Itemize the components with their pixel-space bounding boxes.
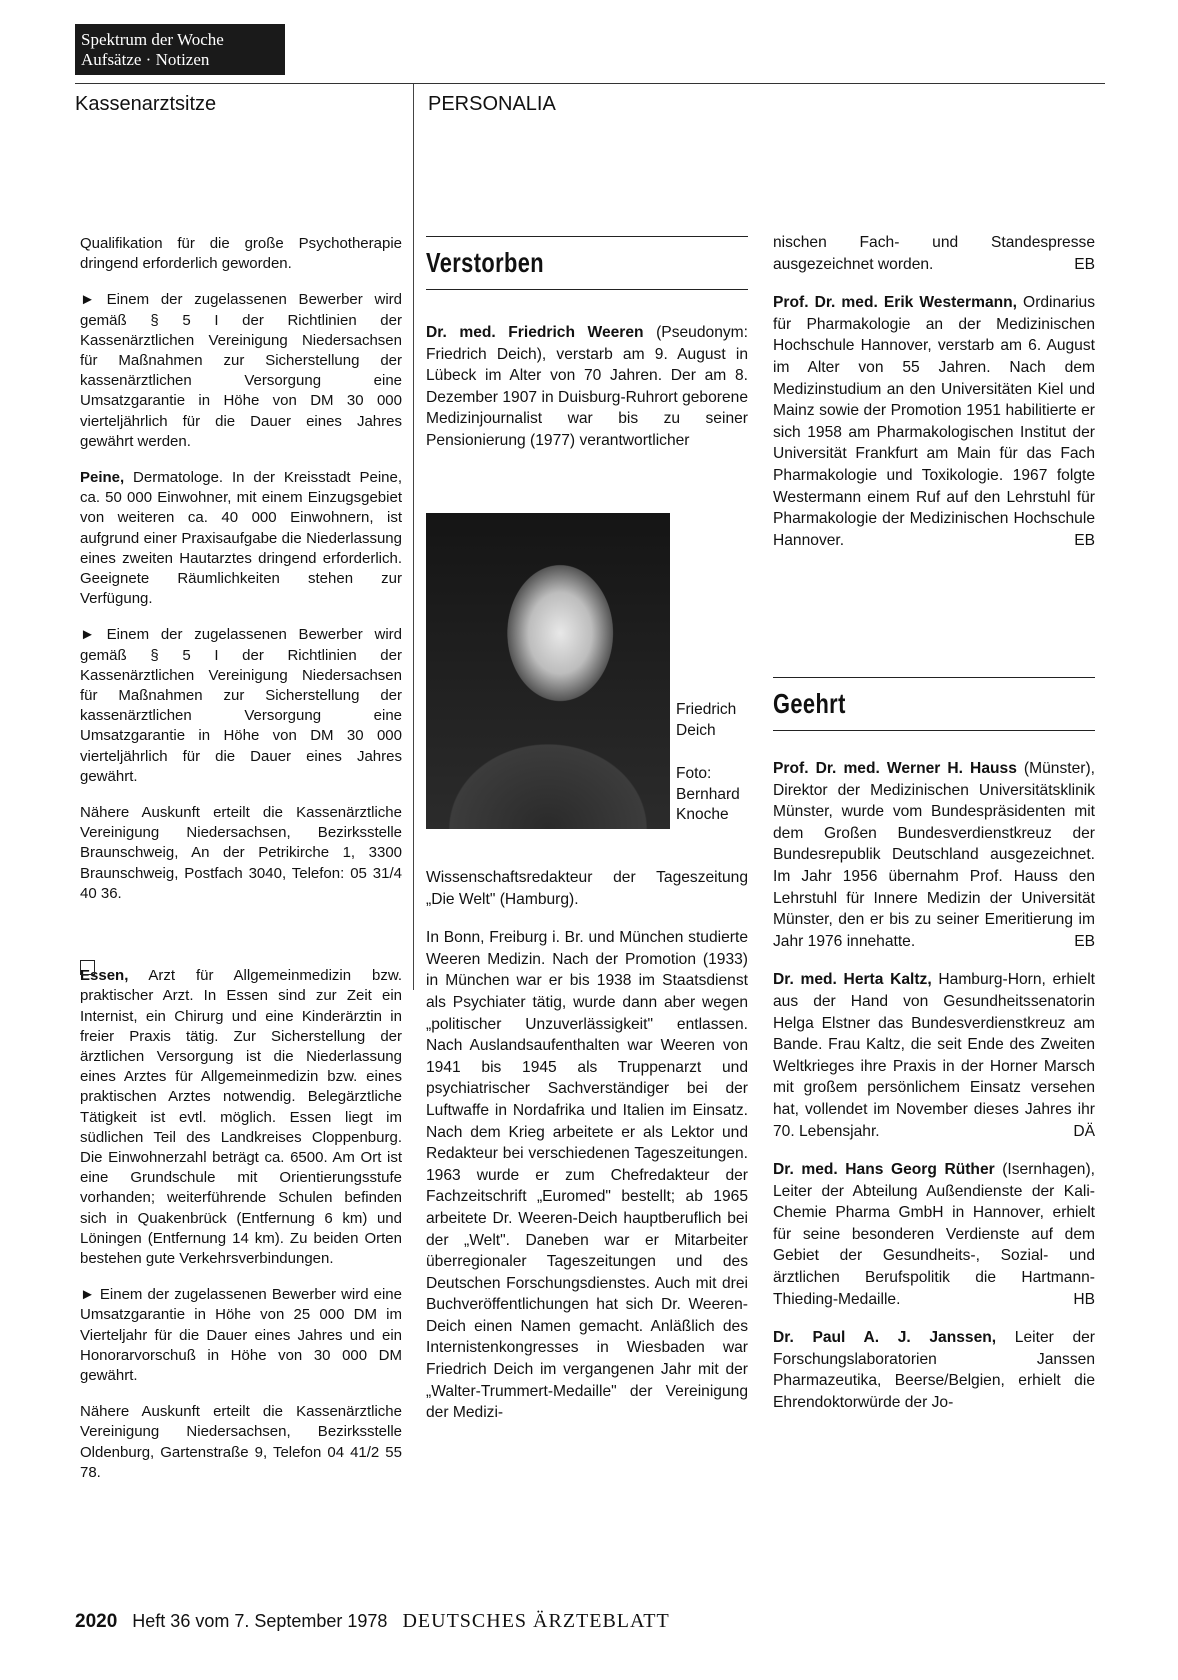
paragraph: Qualifikation für die große Psychotherapie dringend erforderlich geworden. (80, 235, 402, 273)
paragraph (80, 468, 402, 609)
lead-text: Dr. med. Herta Kaltz, (773, 971, 932, 989)
top-rule (75, 83, 1105, 84)
page-footer (75, 1610, 670, 1633)
signature: EB (1074, 932, 1095, 950)
photo-caption-name: Friedrich Deich (676, 701, 737, 739)
body-text: Ordinarius für Pharmakologie an der Medizinischen Hochschule Hannover, verstarb am 6. August im Alter von 55 Jahren. Nach dem Medizinstudium an den Universitäten Kiel und Mainz sowie der Promotion 1951 habilitierte er sich 1958 am Pharmakologischen Institut der Universität Frankfurt am Main für das Fach Pharmakologie und Toxikologie. 1967 folgte Westermann einem Ruf auf den Lehrstuhl für Pharmakologie der Medizinischen Hochschule Hannover. (773, 294, 1095, 549)
paragraph (773, 969, 1095, 1142)
lead-text: Peine, (80, 469, 125, 487)
body-text: (Pseudonym: Friedrich Deich), verstarb am 9. August in Lübeck im Alter von 70 Jahren. Der am 8. Dezember 1907 in Duisburg-Ruhrort geborene Medizinjournalist war bis zu seiner Pensionierung (1977) verantwortlicher (426, 324, 748, 449)
paragraph (773, 232, 1095, 275)
body-text: nischen Fach- und Standespresse ausgezeichnet worden. (773, 234, 1095, 273)
badge-line-1: Spektrum der Woche (81, 30, 224, 49)
signature: DÄ (1073, 1122, 1095, 1140)
signature: HB (1073, 1290, 1095, 1308)
paragraph (773, 1159, 1095, 1310)
left-section-title: Kassenarztsitze (75, 93, 217, 115)
separator-square (80, 960, 95, 975)
column-1 (80, 234, 402, 1499)
badge-line-2: Aufsätze · Notizen (81, 50, 210, 69)
photo-caption-credit: Foto: Bernhard Knoche (676, 765, 740, 823)
signature: EB (1074, 531, 1095, 549)
paragraph: ► Einem der zugelassenen Bewerber wird gemäß § 5 I der Richtlinien der Kassenärztlichen Vereinigung Niedersachsen für Maßnahmen zur Sicherstellung der kassenärztlichen Versorgung eine Umsatzgarantie in Höhe von DM 30 000 vierteljährlich für die Dauer eines Jahres gewährt. (80, 626, 402, 785)
paragraph: Wissenschaftsredakteur der Tageszeitung „Die Welt" (Hamburg). (426, 869, 748, 908)
heading-rule (426, 236, 748, 237)
lead-text: Dr. Paul A. J. Janssen, (773, 1329, 997, 1347)
body-text: (Münster), Direktor der Medizinischen Universitätsklinik Münster, wurde vom Bundespräsidenten mit dem Großen Bundesverdienstkreuz der Bundesrepublik Deutschland ausgezeichnet. Im Jahr 1956 übernahm Prof. Hauss den Lehrstuhl für Innere Medizin der Universität Münster, den er bis zu seiner Emeritierung im Jahr 1976 innehatte. (773, 760, 1095, 950)
column-3-bottom (773, 758, 1095, 1431)
paragraph (773, 758, 1095, 952)
heading-verstorben: Verstorben (426, 247, 544, 278)
column-divider (413, 84, 414, 990)
lead-text: Dr. med. Friedrich Weeren (426, 324, 644, 341)
body-text: Leiter der Forschungslaboratorien Janssen Pharmazeutika, Beerse/Belgien, erhielt die Ehrendoktorwürde der Jo- (773, 1329, 1096, 1412)
body-text: Hamburg-Horn, erhielt aus der Hand von Gesundheitssenatorin Helga Elstner das Bundesverdienstkreuz am Bande. Frau Kaltz, die seit Ende des Zweiten Weltkrieges ihre Praxis in der Horner Marsch mit großem persönlichem Einsatz versehen hat, vollendet im November dieses Jahres ihr 70. Lebensjahr. (773, 971, 1095, 1140)
signature: EB (1074, 255, 1095, 273)
body-text: Dermatologe. In der Kreisstadt Peine, ca. 50 000 Einwohner, mit einem Einzugsgebiet von weiteren ca. 40 000 Einwohnern, ist aufgrund einer Praxisaufgabe die Niederlassung eines zweiten Hautarztes dringend erforderlich. Geeignete Räumlichkeiten stehen zur Verfügung. (80, 469, 402, 608)
lead-text: Prof. Dr. med. Werner H. Hauss (773, 760, 1017, 777)
lead-text: Prof. Dr. med. Erik Westermann, (773, 294, 1018, 312)
heading-geehrt: Geehrt (773, 688, 846, 719)
paragraph: In Bonn, Freiburg i. Br. und München studierte Weeren Medizin. Nach der Promotion (1933) in München war er bis 1938 im Staatsdienst als Psychiater tätig, wurde dann aber wegen „politischer Unzuverlässigkeit" entlassen. Nach Auslandsaufenthalten war Weeren von 1941 bis 1945 als Truppenarzt und psychiatrischer Sachverständiger bei der Luftwaffe in Nordafrika und Italien im Einsatz. Nach dem Krieg arbeitete er als Lektor und Redakteur bei verschiedenen Tageszeitungen. 1963 wurde er zum Chefredakteur der Fachzeitschrift „Euromed" bestellt; ab 1965 arbeitete Dr. Weeren-Deich hauptberuflich bei der „Welt". Daneben war er Mitarbeiter überregionaler Tageszeitungen und des Deutschen Forschungsdienstes. Auch mit drei Buchveröffentlichungen hat sich Dr. Weeren-Deich einen Namen gemacht. Anläßlich des Internistenkongresses in Wiesbaden war Friedrich Deich im vergangenen Jahr mit der „Walter-Trummert-Medaille" der Vereinigung der Medizi- (426, 929, 748, 1422)
column-2-top (426, 322, 748, 469)
paragraph: ► Einem der zugelassenen Bewerber wird eine Umsatzgarantie in Höhe von 25 000 DM im Vierteljahr für die Dauer eines Jahres und ein Honorarvorschuß in Höhe von 30 000 DM gewährt. (80, 1286, 402, 1384)
heading-rule (773, 677, 1095, 678)
right-section-title: PERSONALIA (428, 93, 556, 115)
paragraph: ► Einem der zugelassenen Bewerber wird gemäß § 5 I der Richtlinien der Kassenärztlichen Vereinigung Niedersachsen für Maßnahmen zur Sicherstellung der kassenärztlichen Versorgung eine Umsatzgarantie in Höhe von DM 30 000 vierteljährlich für die Dauer eines Jahres gewährt werden. (80, 291, 402, 450)
column-2-bottom (426, 867, 748, 1441)
paragraph: Nähere Auskunft erteilt die Kassenärztliche Vereinigung Niedersachsen, Bezirksstelle Oldenburg, Gartenstraße 9, Telefon 04 41/2 55 78. (80, 1403, 402, 1481)
portrait-photo (426, 513, 670, 829)
heading-rule (426, 289, 748, 290)
body-text: (Isernhagen), Leiter der Abteilung Außendienste der Kali-Chemie Pharma GmbH in Hannover, erhielt für seine besonderen Verdienste auf dem Gebiet der Gesundheits-, Sozial- und ärztlichen Berufspolitik die Hartmann-Thieding-Medaille. (773, 1161, 1095, 1308)
section-badge (75, 24, 285, 75)
page-number: 2020 (75, 1611, 118, 1632)
paragraph (773, 1327, 1095, 1413)
column-3-top (773, 232, 1095, 568)
paragraph (80, 966, 402, 1269)
publication-name: DEUTSCHES ÄRZTEBLATT (402, 1610, 670, 1632)
issue-info: Heft 36 vom 7. September 1978 (132, 1611, 388, 1631)
paragraph (426, 322, 748, 452)
lead-text: Dr. med. Hans Georg Rüther (773, 1161, 995, 1179)
heading-rule (773, 730, 1095, 731)
body-text: Arzt für Allgemeinmedizin bzw. praktischer Arzt. In Essen sind zur Zeit ein Internist, ein Chirurg und eine Kinderärztin in freier Praxis tätig. Zur Sicherstellung der ärztlichen Versorgung ist die Niederlassung eines Arztes für Allgemeinmedizin bzw. eines praktischen Arztes notwendig. Belegärztliche Tätigkeit ist evtl. möglich. Essen liegt im südlichen Teil des Landkreises Cloppenburg. Die Einwohnerzahl beträgt ca. 6500. Am Ort ist eine Grundschule mit Orientierungsstufe vorhanden; weiterführende Schulen befinden sich in Quakenbrück (Entfernung 6 km) und Löningen (Entfernung 14 km). Zu beiden Orten bestehen gute Verkehrsverbindungen. (80, 967, 402, 1267)
paragraph: Nähere Auskunft erteilt die Kassenärztliche Vereinigung Niedersachsen, Bezirksstelle Braunschweig, An der Petrikirche 1, 3300 Braunschweig, Postfach 3040, Telefon: 05 31/4 40 36. (80, 804, 402, 902)
paragraph (773, 292, 1095, 551)
lead-text: Essen, (80, 967, 129, 985)
